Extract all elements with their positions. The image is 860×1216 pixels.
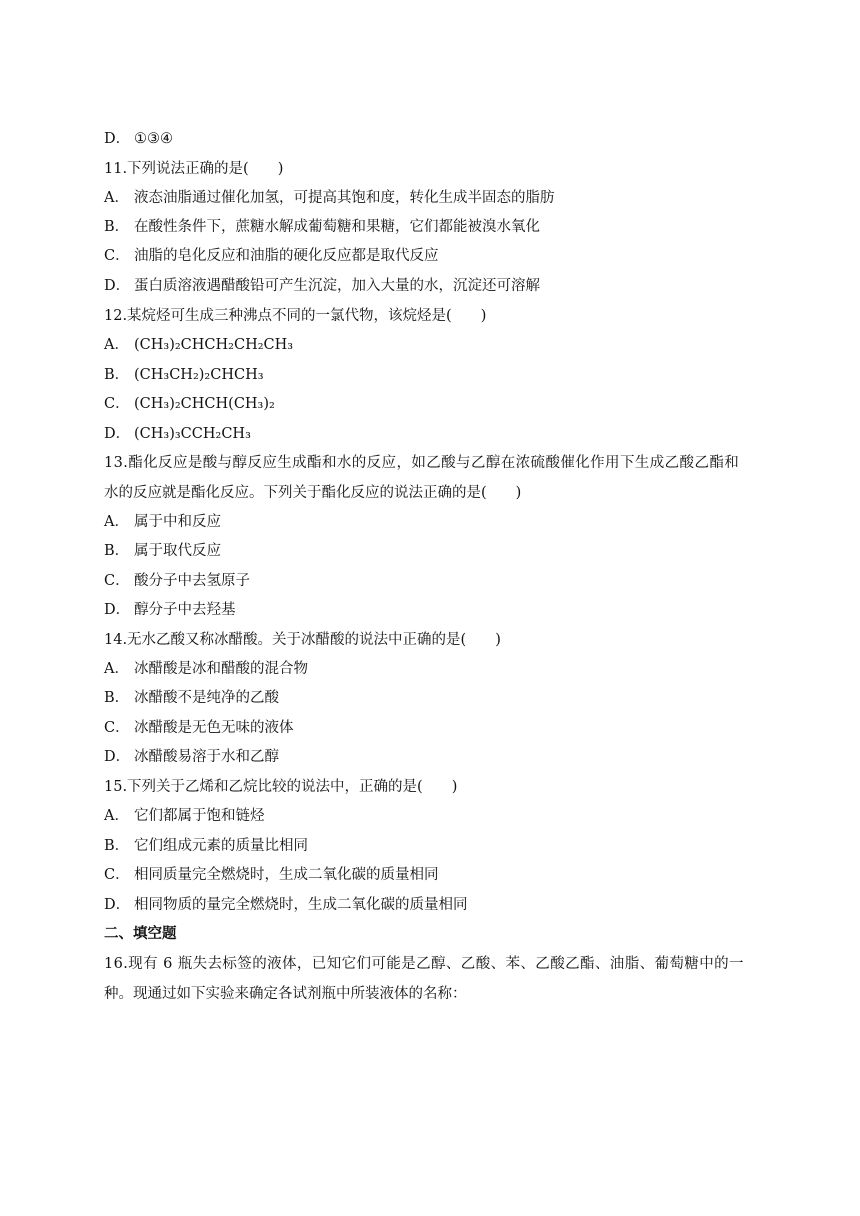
answer-option <box>104 189 555 207</box>
option-text: 冰醋酸是无色无味的液体 <box>134 720 294 736</box>
option-text: (CH₃)₂CHCH₂CH₂CH₃ <box>134 337 294 353</box>
option-text: 油脂的皂化反应和油脂的硬化反应都是取代反应 <box>134 248 439 264</box>
option-label: B． <box>104 690 130 706</box>
answer-option <box>104 218 540 236</box>
question-text: 16.现有 6 瓶失去标签的液体，已知它们可能是乙醇、乙酸、苯、乙酸乙酯、油脂、葡萄糖中的一 <box>104 956 744 972</box>
answer-option <box>104 247 439 265</box>
option-label: B． <box>104 543 130 559</box>
option-text: 相同质量完全燃烧时，生成二氧化碳的质量相同 <box>134 867 439 883</box>
answer-option <box>104 395 275 413</box>
answer-option <box>104 336 293 354</box>
option-label: A． <box>104 808 129 824</box>
option-label: D． <box>104 897 131 913</box>
option-label: B． <box>104 367 130 383</box>
option-label: D． <box>104 749 131 765</box>
answer-option <box>104 513 221 531</box>
answer-option <box>104 660 308 678</box>
option-text: (CH₃)₃CCH₂CH₃ <box>134 426 251 442</box>
answer-option <box>104 719 294 737</box>
option-text: 醇分子中去羟基 <box>134 602 236 618</box>
answer-option <box>104 277 540 295</box>
option-label: B． <box>104 838 130 854</box>
option-text: 在酸性条件下，蔗糖水解成葡萄糖和果糖，它们都能被溴水氧化 <box>134 219 540 235</box>
option-label: A． <box>104 190 129 206</box>
option-text: (CH₃)₂CHCH(CH₃)₂ <box>134 396 275 412</box>
answer-option <box>104 425 251 443</box>
answer-option <box>104 866 439 884</box>
answer-option <box>104 689 279 707</box>
option-label: D． <box>104 278 131 294</box>
option-text: 它们都属于饱和链烃 <box>134 808 265 824</box>
answer-option <box>104 807 265 825</box>
option-text: 液态油脂通过催化加氢，可提高其饱和度，转化生成半固态的脂肪 <box>134 190 555 206</box>
option-text: (CH₃CH₂)₂CHCH₃ <box>134 367 264 383</box>
option-text: 酸分子中去氢原子 <box>134 573 250 589</box>
answer-option <box>104 572 250 590</box>
option-text: ①③④ <box>134 131 173 147</box>
option-text: 蛋白质溶液遇醋酸铅可产生沉淀，加入大量的水，沉淀还可溶解 <box>134 278 540 294</box>
option-label: C． <box>104 720 130 736</box>
option-text: 冰醋酸是冰和醋酸的混合物 <box>134 661 308 677</box>
option-label: B． <box>104 219 130 235</box>
question-text: 15.下列关于乙烯和乙烷比较的说法中，正确的是( ) <box>104 779 458 795</box>
answer-option <box>104 130 173 148</box>
question-text: 13.酯化反应是酸与醇反应生成酯和水的反应，如乙酸与乙醇在浓硫酸催化作用下生成乙酸乙酯和 <box>104 455 740 471</box>
option-text: 属于中和反应 <box>134 514 221 530</box>
question-text: 水的反应就是酯化反应。下列关于酯化反应的说法正确的是( ) <box>104 485 522 501</box>
option-label: A． <box>104 514 129 530</box>
option-text: 它们组成元素的质量比相同 <box>134 838 308 854</box>
option-text: 冰醋酸易溶于水和乙醇 <box>134 749 279 765</box>
option-text: 属于取代反应 <box>134 543 221 559</box>
answer-option <box>104 542 221 560</box>
option-label: D． <box>104 426 131 442</box>
section-heading: 二、填空题 <box>104 925 177 942</box>
answer-option <box>104 837 308 855</box>
option-label: C． <box>104 573 130 589</box>
option-text: 冰醋酸不是纯净的乙酸 <box>134 690 279 706</box>
option-label: D． <box>104 131 131 147</box>
question-text: 11.下列说法正确的是( ) <box>104 161 284 177</box>
option-label: A． <box>104 661 129 677</box>
question-text: 种。现通过如下实验来确定各试剂瓶中所装液体的名称： <box>104 986 467 1002</box>
option-label: C． <box>104 867 130 883</box>
option-label: A． <box>104 337 129 353</box>
option-label: C． <box>104 396 130 412</box>
answer-option <box>104 748 279 766</box>
question-text: 14.无水乙酸又称冰醋酸。关于冰醋酸的说法中正确的是( ) <box>104 632 501 648</box>
option-text: 相同物质的量完全燃烧时，生成二氧化碳的质量相同 <box>134 897 468 913</box>
option-label: D． <box>104 602 131 618</box>
answer-option <box>104 601 236 619</box>
question-text: 12.某烷烃可生成三种沸点不同的一氯代物，该烷烃是( ) <box>104 308 487 324</box>
answer-option <box>104 366 264 384</box>
answer-option <box>104 896 468 914</box>
option-label: C． <box>104 248 130 264</box>
